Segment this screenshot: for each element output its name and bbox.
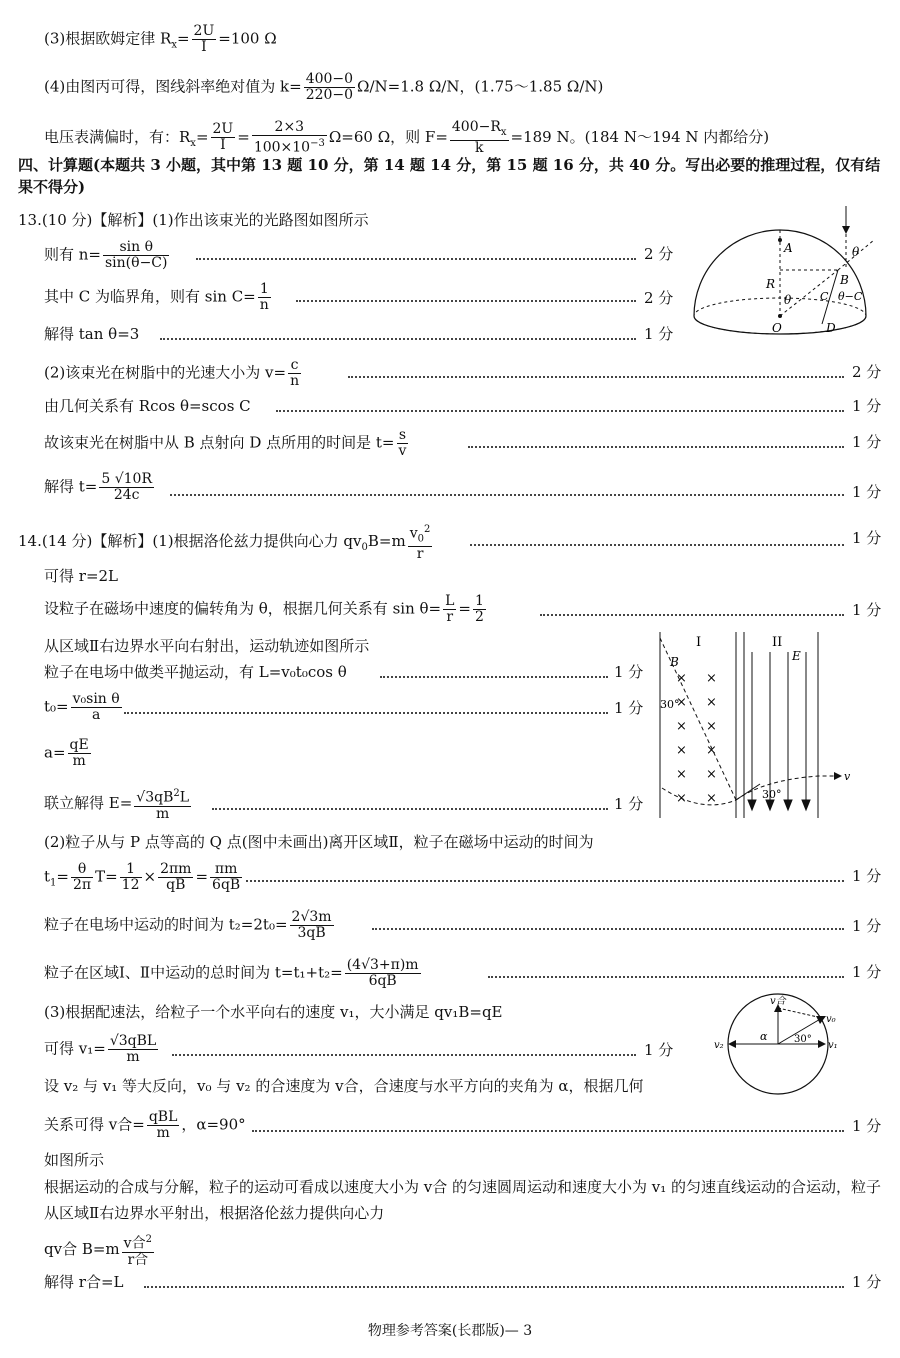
svg-text:v合: v合 (770, 996, 786, 1007)
q14-v1: 可得 v₁= √3qBL m (44, 1033, 157, 1065)
q14-assume: 设 v₂ 与 v₁ 等大反向，v₀ 与 v₂ 的合速度为 v合，合速度与水平方向的夹角为 α，根据几何 (44, 1077, 644, 1095)
svg-text:C: C (820, 290, 829, 303)
svg-text:×: × (676, 767, 687, 782)
svg-text:30°: 30° (762, 788, 782, 801)
line-slope: (4)由图丙可得，图线斜率绝对值为 k= $\frac{400-0}{220-0}$ Ω/N=1.8 Ω/N，(1.75～1.85 Ω/N) (44, 71, 604, 103)
score: 1 分 (852, 529, 882, 547)
svg-text:θ−C: θ−C (838, 290, 863, 303)
score: 1 分 (614, 663, 644, 681)
score: 1 分 (644, 1041, 674, 1059)
svg-text:×: × (676, 671, 687, 686)
q14-sin: 设粒子在磁场中速度的偏转角为 θ，根据几何关系有 sin θ= $\frac{L}{r}$ = $\frac{1}{2}$ (44, 593, 484, 625)
svg-text:O: O (772, 321, 782, 335)
score: 1 分 (852, 1273, 882, 1291)
q14-asfig: 如图所示 (44, 1151, 105, 1169)
q14-total: 粒子在区域Ⅰ、Ⅱ中运动的总时间为 t=t₁+t₂= $\frac{(4√3+\pi)m}{6qB}$ (44, 957, 419, 989)
svg-text:v: v (844, 770, 851, 783)
score: 1 分 (852, 433, 882, 451)
score: 1 分 (852, 867, 882, 885)
q14-decomp: 根据运动的合成与分解，粒子的运动可看成以速度大小为 v合 的匀速圆周运动和速度大小为 v₁ 的匀速直线运动的合运动，粒子从区域Ⅱ右边界水平射出，根据洛伦兹力提供向心力 (44, 1178, 882, 1222)
score: 1 分 (852, 1117, 882, 1135)
q14-L: 粒子在电场中做类平抛运动，有 L=v₀t₀cos θ (44, 663, 347, 681)
q14-traj: 从区域Ⅱ右边界水平向右射出，运动轨迹如图所示 (44, 637, 370, 655)
svg-text:×: × (706, 767, 717, 782)
line-ohm: (3)根据欧姆定律 $R_x=$ $\frac{2U}{I}$ =100 Ω (44, 23, 277, 55)
svg-text:α: α (760, 1030, 768, 1043)
svg-text:×: × (706, 695, 717, 710)
score: 1 分 (852, 397, 882, 415)
q14-part3: (3)根据配速法，给粒子一个水平向右的速度 v₁，大小满足 qv₁B=qE (44, 1003, 503, 1021)
svg-text:×: × (676, 695, 687, 710)
velocity-diagram (698, 992, 858, 1096)
svg-text:R: R (766, 277, 776, 291)
svg-text:30°: 30° (660, 698, 680, 711)
svg-text:θ: θ (852, 245, 860, 259)
score: 1 分 (852, 601, 882, 619)
q13-eq-n: 则有 n= $\frac{\text{sin θ}}{\sin(\theta-C)}$ (44, 239, 168, 271)
q14-r: 可得 r=2L (44, 567, 119, 585)
q14-t2: 粒子在电场中运动的时间为 t₂=2t₀= $\frac{2√3m}{3qB}$ (44, 909, 332, 941)
svg-text:D: D (826, 321, 836, 335)
svg-text:A: A (784, 241, 793, 255)
q14-header: 14.(14 分)【解析】(1)根据洛伦兹力提供向心力 $qv_0B=m$ $\frac{v_0^2}{r}$ (18, 524, 431, 563)
field-diagram (652, 628, 862, 824)
q13-v: (2)该束光在树脂中的光速大小为 v= $\frac{c}{n}$ (44, 357, 300, 389)
svg-text:B: B (840, 273, 849, 287)
score: 1 分 (852, 963, 882, 981)
q14-rsum: 解得 r合=L (44, 1273, 124, 1291)
line-fullscale: 电压表满偏时，有：$R_x=$ $\frac{2U}{I}$ = $\frac{2\times 3}{100\times 10^{-3}}$ Ω=60 Ω，则 F= $\frac{400-R_x}{k}$ =189 N。(184 N～194 N 内都给分) (44, 119, 770, 156)
q14-part2: (2)粒子从与 P 点等高的 Q 点(图中未画出)离开区域Ⅱ，粒子在磁场中运动的时间为 (44, 833, 594, 851)
q14-lorentz: qv合 B=m v合$^2$ r合 (44, 1234, 152, 1268)
svg-text:30°: 30° (794, 1034, 812, 1045)
q13-t: 故该束光在树脂中从 B 点射向 D 点所用的时间是 t= $\frac{s}{v}$ (44, 427, 407, 459)
svg-text:v₂: v₂ (714, 1040, 724, 1051)
q13-result: 解得 t= $\frac{5 √10R}{24c}$ (44, 471, 153, 503)
svg-text:v₀: v₀ (826, 1014, 836, 1025)
q13-geom: 由几何关系有 Rcos θ=scos C (44, 397, 251, 415)
score: 2 分 (644, 289, 674, 307)
svg-text:E: E (792, 649, 801, 663)
q14-a: a= $\frac{qE}{m}$ (44, 737, 89, 769)
score: 2 分 (852, 363, 882, 381)
svg-text:θ: θ (784, 293, 792, 307)
score: 1 分 (852, 483, 882, 501)
page-footer: 物理参考答案(长郡版)— 3 (367, 1323, 533, 1339)
hemisphere-diagram (688, 204, 878, 348)
q13-header: 13.(10 分)【解析】(1)作出该束光的光路图如图所示 (18, 211, 369, 229)
score: 1 分 (644, 325, 674, 343)
score: 2 分 (644, 245, 674, 263)
svg-text:×: × (706, 671, 717, 686)
q13-eq-sinC: 其中 C 为临界角，则有 sin C= $\frac{1}{n}$ (44, 281, 269, 313)
svg-text:II: II (772, 635, 783, 650)
q14-t1: $t_1=$ $\frac{\theta}{2\pi}$ T= $\frac{1}{12}$ × $\frac{2\pi m}{qB}$ = $\frac{\pi m}{6qB}$ (44, 861, 241, 893)
score: 1 分 (614, 795, 644, 813)
q14-E: 联立解得 E= $\frac{√3qB^2L}{m}$ (44, 788, 190, 822)
svg-text:×: × (676, 791, 687, 806)
q14-vsum: 关系可得 v合= qBL m ，α=90° (44, 1109, 246, 1141)
svg-text:×: × (676, 719, 687, 734)
section-title: 四、计算题(本题共 3 小题，其中第 13 题 10 分，第 14 题 14 分，第 15 题 16 分，共 40 分。写出必要的推理过程，仅有结果不得分) (18, 156, 881, 196)
svg-text:B: B (670, 655, 679, 669)
svg-text:v₁: v₁ (828, 1040, 838, 1051)
svg-text:×: × (706, 719, 717, 734)
q13-tan: 解得 tan θ=3 (44, 325, 140, 343)
score: 1 分 (614, 699, 644, 717)
svg-text:I: I (696, 635, 702, 650)
svg-text:×: × (706, 743, 717, 758)
svg-text:×: × (706, 791, 717, 806)
score: 1 分 (852, 917, 882, 935)
svg-text:×: × (676, 743, 687, 758)
q14-t0: t₀= $\frac{\text{v₀sin θ}}{a}$ (44, 691, 120, 723)
